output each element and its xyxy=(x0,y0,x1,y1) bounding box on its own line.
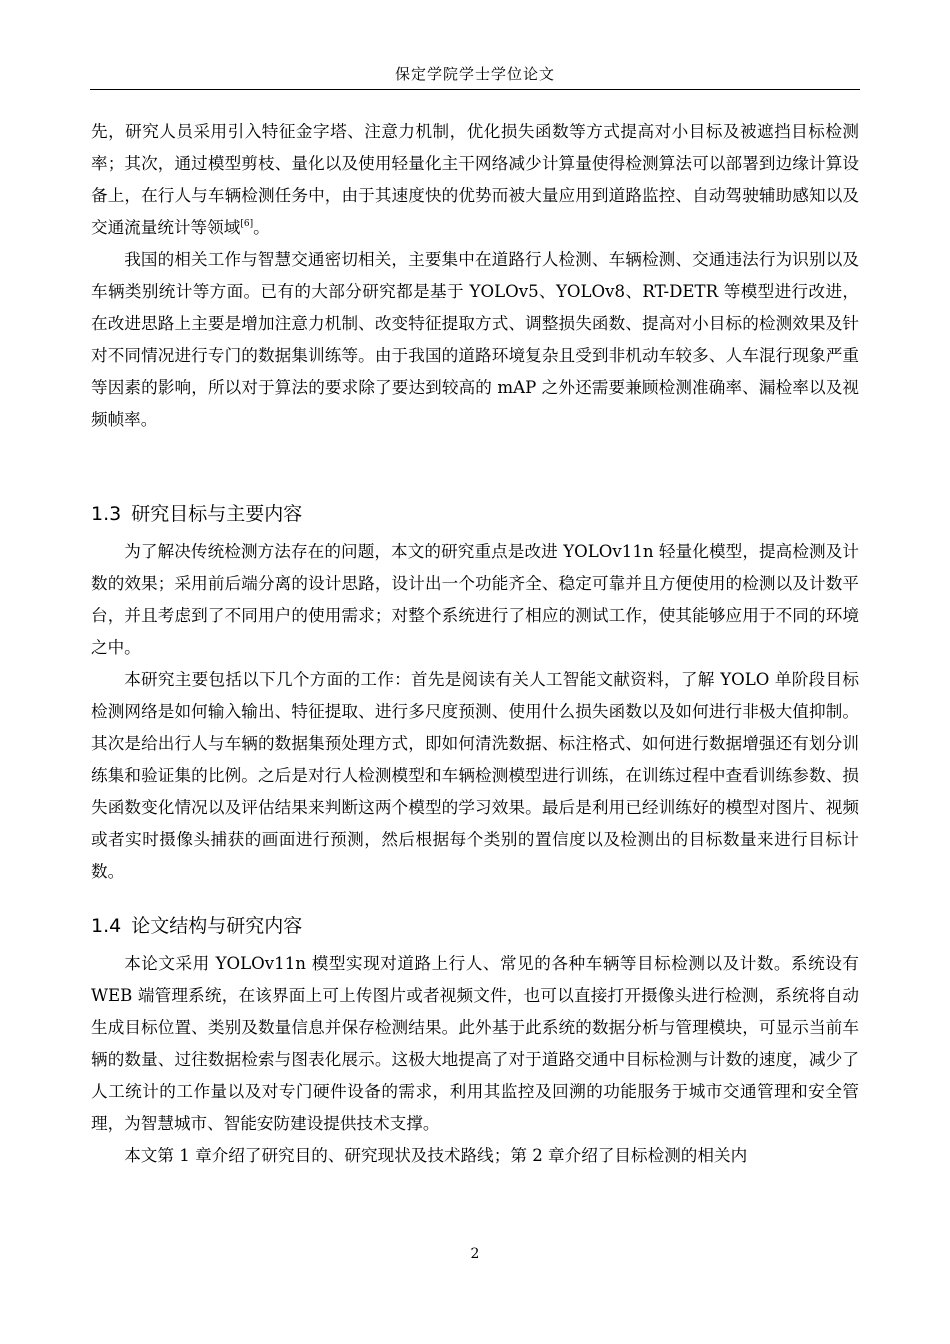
section-heading-1-4 xyxy=(91,910,859,942)
paragraph: 为了解决传统检测方法存在的问题，本文的研究重点是改进 YOLOv11n 轻量化模型，提高检测及计数的效果；采用前后端分离的设计思路，设计出一个功能齐全、稳定可靠并且方便使用的检测以及计数平台，并且考虑到了不同用户的使用需求；对整个系统进行了相应的测试工作，使其能够应用于不同的环境之中。 xyxy=(91,542,859,657)
citation-marker[interactable]: [6] xyxy=(240,219,254,229)
paragraph: 我国的相关工作与智慧交通密切相关，主要集中在道路行人检测、车辆检测、交通违法行为识别以及车辆类别统计等方面。已有的大部分研究都是基于 YOLOv5、YOLOv8、RT-DETR 等模型进行改进，在改进思路上主要是增加注意力机制、改变特征提取方式、调整损失函数、提高对小目标的检测效果及针对不同情况进行专门的数据集训练等。由于我国的道路环境复杂且受到非机动车较多、人车混行现象严重等因素的影响，所以对于算法的要求除了要达到较高的 mAP 之外还需要兼顾检测准确率、漏检率以及视频帧率。 xyxy=(91,250,859,429)
header-rule xyxy=(90,89,860,90)
page-body xyxy=(91,116,859,1172)
paragraph: 本文第 1 章介绍了研究目的、研究现状及技术路线；第 2 章介绍了目标检测的相关内 xyxy=(124,1146,748,1165)
paragraph: 本研究主要包括以下几个方面的工作：首先是阅读有关人工智能文献资料，了解 YOLO 单阶段目标检测网络是如何输入输出、特征提取、进行多尺度预测、使用什么损失函数以及如何进行非极大值抑制。其次是给出行人与车辆的数据集预处理方式，即如何清洗数据、标注格式、如何进行数据增强还有划分训练集和验证集的比例。之后是对行人检测模型和车辆检测模型进行训练，在训练过程中查看训练参数、损失函数变化情况以及评估结果来判断这两个模型的学习效果。最后是利用已经训练好的模型对图片、视频或者实时摄像头捕获的画面进行预测，然后根据每个类别的置信度以及检测出的目标数量来进行目标计数。 xyxy=(91,670,859,881)
section-title: 研究目标与主要内容 xyxy=(131,503,303,525)
section-number: 1.4 xyxy=(91,915,122,937)
running-header: 保定学院学士学位论文 xyxy=(394,65,555,83)
paragraph-tail: 。 xyxy=(253,218,270,237)
section-number: 1.3 xyxy=(91,503,122,525)
paragraph-continued xyxy=(91,116,859,244)
section-heading-1-3 xyxy=(91,498,859,530)
section-title: 论文结构与研究内容 xyxy=(131,915,303,937)
paragraph-text: 先，研究人员采用引入特征金字塔、注意力机制，优化损失函数等方式提高对小目标及被遮挡目标检测率；其次，通过模型剪枝、量化以及使用轻量化主干网络减少计算量使得检测算法可以部署到边缘计算设备上，在行人与车辆检测任务中，由于其速度快的优势而被大量应用到道路监控、自动驾驶辅助感知以及交通流量统计等领域 xyxy=(91,122,859,237)
paragraph: 本论文采用 YOLOv11n 模型实现对道路上行人、常见的各种车辆等目标检测以及计数。系统设有 WEB 端管理系统，在该界面上可上传图片或者视频文件，也可以直接打开摄像头进行检测，系统将自动生成目标位置、类别及数量信息并保存检测结果。此外基于此系统的数据分析与管理模块，可显示当前车辆的数量、过往数据检索与图表化展示。这极大地提高了对于道路交通中目标检测与计数的速度，减少了人工统计的工作量以及对专门硬件设备的需求，利用其监控及回溯的功能服务于城市交通管理和安全管理，为智慧城市、智能安防建设提供技术支撑。 xyxy=(91,954,859,1133)
page-number: 2 xyxy=(470,1246,480,1262)
